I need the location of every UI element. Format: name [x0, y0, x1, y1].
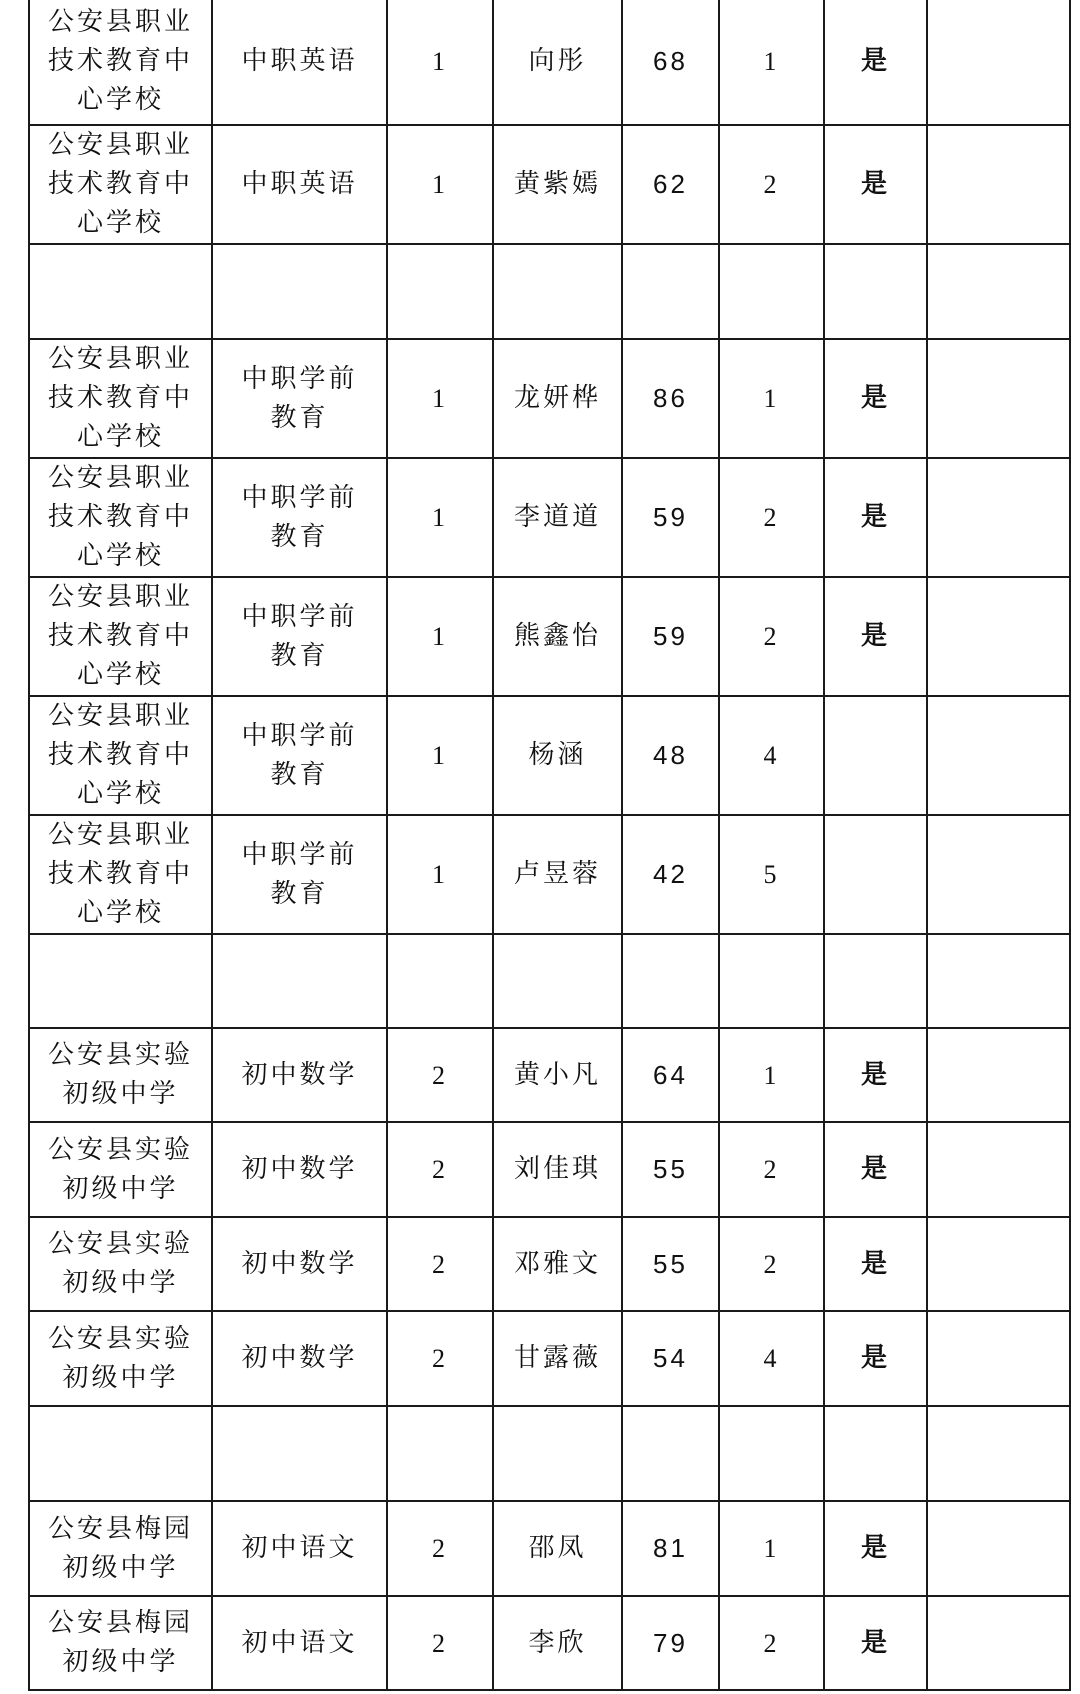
note-cell [927, 0, 1070, 125]
subject-text: 初中数学 [241, 1059, 358, 1090]
school-text: 公安县职业技术教育中心学校 [47, 463, 193, 571]
name-cell [493, 577, 622, 696]
rank-cell [719, 1122, 824, 1217]
quota-text: 1 [432, 170, 448, 199]
name-text: 杨涵 [528, 740, 587, 770]
school-cell [29, 125, 212, 244]
subject-cell [212, 1406, 387, 1501]
qualified-text: 是 [860, 1248, 890, 1279]
table-row [29, 125, 1070, 244]
score-cell [622, 1406, 719, 1501]
note-cell [927, 339, 1070, 458]
quota-cell [387, 1028, 493, 1122]
rank-cell [719, 1406, 824, 1501]
rank-text: 2 [763, 622, 780, 651]
name-cell [493, 696, 622, 815]
qualified-cell [824, 1311, 927, 1406]
quota-text: 2 [432, 1534, 448, 1563]
name-cell [493, 815, 622, 934]
school-text: 公安县实验初级中学 [47, 1229, 193, 1298]
subject-cell [212, 244, 387, 339]
qualified-cell [824, 934, 927, 1028]
subject-cell [212, 1028, 387, 1122]
name-text: 李欣 [528, 1627, 587, 1658]
school-cell [29, 577, 212, 696]
score-text: 62 [653, 169, 688, 199]
score-text: 55 [653, 1248, 688, 1279]
score-cell [622, 1217, 719, 1311]
quota-text: 2 [432, 1628, 448, 1658]
subject-cell [212, 1596, 387, 1690]
qualified-cell [824, 1501, 927, 1596]
rank-text: 4 [763, 1344, 780, 1373]
subject-text: 中职学前教育 [241, 482, 358, 552]
subject-cell [212, 1311, 387, 1406]
quota-text: 1 [432, 503, 448, 532]
quota-cell [387, 577, 493, 696]
name-cell [493, 1406, 622, 1501]
subject-cell [212, 1217, 387, 1311]
quota-cell [387, 125, 493, 244]
results-table [28, 0, 1071, 1691]
score-text: 86 [653, 383, 688, 413]
name-cell [493, 458, 622, 577]
subject-text: 中职学前教育 [241, 601, 358, 671]
note-cell [927, 244, 1070, 339]
table-row [29, 815, 1070, 934]
school-text: 公安县实验初级中学 [47, 1323, 193, 1393]
name-text: 卢昱蓉 [513, 859, 601, 889]
quota-cell [387, 458, 493, 577]
rank-text: 1 [763, 47, 780, 76]
qualified-cell [824, 125, 927, 244]
score-text: 42 [653, 859, 688, 889]
school-text: 公安县职业技术教育中心学校 [47, 701, 193, 809]
qualified-text: 是 [860, 46, 890, 76]
subject-cell [212, 1501, 387, 1596]
table-row [29, 1596, 1070, 1690]
name-text: 李道道 [513, 502, 601, 532]
rank-text: 2 [763, 1628, 780, 1658]
quota-cell [387, 1217, 493, 1311]
score-text: 59 [653, 502, 688, 532]
rank-text: 2 [763, 1249, 780, 1279]
score-cell [622, 1311, 719, 1406]
subject-text: 中职英语 [241, 169, 358, 199]
name-cell [493, 1217, 622, 1311]
subject-cell [212, 458, 387, 577]
rank-cell [719, 339, 824, 458]
rank-cell [719, 458, 824, 577]
score-text: 54 [653, 1343, 688, 1373]
blank-row [29, 244, 1070, 339]
qualified-cell [824, 1596, 927, 1690]
rank-cell [719, 1596, 824, 1690]
note-cell [927, 1406, 1070, 1501]
score-cell [622, 696, 719, 815]
rank-cell [719, 1028, 824, 1122]
qualified-text: 是 [860, 1154, 890, 1184]
note-cell [927, 1122, 1070, 1217]
score-cell [622, 244, 719, 339]
school-text: 公安县职业技术教育中心学校 [47, 820, 193, 928]
score-cell [622, 1501, 719, 1596]
name-text: 黄紫嫣 [513, 169, 601, 199]
quota-cell [387, 1311, 493, 1406]
name-text: 龙妍桦 [513, 383, 601, 413]
quota-cell [387, 1122, 493, 1217]
blank-row [29, 934, 1070, 1028]
school-text: 公安县梅园初级中学 [47, 1513, 193, 1583]
quota-cell [387, 696, 493, 815]
quota-cell [387, 1501, 493, 1596]
name-cell [493, 1311, 622, 1406]
school-text: 公安县职业技术教育中心学校 [47, 7, 193, 115]
note-cell [927, 1596, 1070, 1690]
rank-cell [719, 815, 824, 934]
rank-cell [719, 577, 824, 696]
quota-text: 1 [432, 384, 448, 413]
school-text: 公安县梅园初级中学 [47, 1608, 193, 1677]
quota-text: 2 [432, 1249, 448, 1279]
quota-cell [387, 815, 493, 934]
name-text: 甘露薇 [513, 1343, 601, 1373]
score-cell [622, 125, 719, 244]
table-row [29, 458, 1070, 577]
quota-cell [387, 0, 493, 125]
subject-cell [212, 339, 387, 458]
school-cell [29, 1406, 212, 1501]
quota-cell [387, 244, 493, 339]
score-cell [622, 1028, 719, 1122]
school-cell [29, 934, 212, 1028]
qualified-text: 是 [860, 1533, 890, 1563]
rank-cell [719, 244, 824, 339]
score-cell [622, 0, 719, 125]
school-text: 公安县职业技术教育中心学校 [47, 130, 193, 238]
qualified-text: 是 [860, 1627, 890, 1658]
score-text: 68 [653, 46, 688, 76]
note-cell [927, 577, 1070, 696]
rank-text: 2 [763, 170, 780, 199]
score-text: 79 [653, 1627, 688, 1658]
quota-cell [387, 1596, 493, 1690]
subject-text: 初中数学 [241, 1343, 358, 1373]
subject-text: 初中数学 [241, 1248, 358, 1279]
school-cell [29, 815, 212, 934]
score-text: 55 [653, 1154, 688, 1184]
name-text: 黄小凡 [513, 1059, 601, 1090]
qualified-text: 是 [860, 621, 890, 651]
rank-text: 1 [763, 384, 780, 413]
school-cell [29, 0, 212, 125]
subject-text: 中职学前教育 [241, 363, 358, 433]
score-cell [622, 1122, 719, 1217]
score-cell [622, 339, 719, 458]
score-text: 81 [653, 1533, 688, 1563]
qualified-cell [824, 1122, 927, 1217]
school-cell [29, 1596, 212, 1690]
qualified-cell [824, 1028, 927, 1122]
name-text: 向彤 [528, 46, 587, 76]
rank-text: 5 [763, 860, 780, 889]
name-cell [493, 1028, 622, 1122]
name-text: 刘佳琪 [513, 1154, 601, 1184]
qualified-text: 是 [860, 1059, 890, 1090]
school-cell [29, 1028, 212, 1122]
score-cell [622, 934, 719, 1028]
table-row [29, 339, 1070, 458]
school-cell [29, 244, 212, 339]
rank-cell [719, 696, 824, 815]
table-row [29, 0, 1070, 125]
note-cell [927, 458, 1070, 577]
score-cell [622, 1596, 719, 1690]
name-cell [493, 1122, 622, 1217]
qualified-cell [824, 1406, 927, 1501]
table-row [29, 1028, 1070, 1122]
note-cell [927, 125, 1070, 244]
rank-text: 1 [763, 1060, 780, 1090]
school-cell [29, 1311, 212, 1406]
school-text: 公安县职业技术教育中心学校 [47, 582, 193, 690]
rank-text: 4 [763, 741, 780, 770]
school-text: 公安县实验初级中学 [47, 1040, 193, 1109]
note-cell [927, 1311, 1070, 1406]
quota-text: 2 [432, 1344, 448, 1373]
name-cell [493, 934, 622, 1028]
subject-text: 初中语文 [241, 1627, 358, 1658]
rank-cell [719, 934, 824, 1028]
qualified-cell [824, 1217, 927, 1311]
note-cell [927, 815, 1070, 934]
quota-text: 1 [432, 622, 448, 651]
subject-cell [212, 577, 387, 696]
school-cell [29, 696, 212, 815]
quota-cell [387, 934, 493, 1028]
name-cell [493, 244, 622, 339]
school-cell [29, 458, 212, 577]
table-row [29, 1311, 1070, 1406]
rank-cell [719, 1501, 824, 1596]
quota-text: 2 [432, 1155, 448, 1184]
subject-cell [212, 696, 387, 815]
school-cell [29, 339, 212, 458]
note-cell [927, 696, 1070, 815]
rank-cell [719, 1311, 824, 1406]
score-text: 59 [653, 621, 688, 651]
qualified-text: 是 [860, 383, 890, 413]
subject-cell [212, 125, 387, 244]
subject-text: 中职英语 [241, 46, 358, 76]
name-text: 邓雅文 [513, 1248, 601, 1279]
rank-text: 2 [763, 1155, 780, 1184]
qualified-text: 是 [860, 502, 890, 532]
table-body [29, 0, 1070, 1690]
rank-cell [719, 1217, 824, 1311]
name-cell [493, 125, 622, 244]
school-text: 公安县职业技术教育中心学校 [47, 344, 193, 452]
qualified-cell [824, 815, 927, 934]
quota-cell [387, 339, 493, 458]
name-text: 邵凤 [528, 1533, 587, 1563]
qualified-cell [824, 339, 927, 458]
note-cell [927, 1217, 1070, 1311]
subject-cell [212, 0, 387, 125]
score-cell [622, 815, 719, 934]
note-cell [927, 934, 1070, 1028]
school-cell [29, 1217, 212, 1311]
table-row [29, 1217, 1070, 1311]
subject-cell [212, 815, 387, 934]
subject-text: 中职学前教育 [241, 720, 358, 790]
blank-row [29, 1406, 1070, 1501]
name-cell [493, 1501, 622, 1596]
score-cell [622, 458, 719, 577]
quota-text: 1 [432, 741, 448, 770]
subject-cell [212, 934, 387, 1028]
quota-text: 2 [432, 1060, 448, 1090]
name-text: 熊鑫怡 [513, 621, 601, 651]
table-row [29, 696, 1070, 815]
rank-cell [719, 125, 824, 244]
subject-text: 中职学前教育 [241, 839, 358, 909]
table-row [29, 1122, 1070, 1217]
qualified-cell [824, 244, 927, 339]
school-cell [29, 1501, 212, 1596]
school-text: 公安县实验初级中学 [47, 1134, 193, 1204]
table-row [29, 577, 1070, 696]
name-cell [493, 0, 622, 125]
rank-text: 2 [763, 503, 780, 532]
subject-cell [212, 1122, 387, 1217]
quota-text: 1 [432, 47, 448, 76]
qualified-cell [824, 696, 927, 815]
subject-text: 初中数学 [241, 1154, 358, 1184]
qualified-cell [824, 0, 927, 125]
score-cell [622, 577, 719, 696]
note-cell [927, 1501, 1070, 1596]
table-row [29, 1501, 1070, 1596]
note-cell [927, 1028, 1070, 1122]
qualified-text: 是 [860, 1343, 890, 1373]
score-text: 64 [653, 1059, 688, 1090]
qualified-cell [824, 577, 927, 696]
qualified-text: 是 [860, 169, 890, 199]
name-cell [493, 339, 622, 458]
qualified-cell [824, 458, 927, 577]
name-cell [493, 1596, 622, 1690]
quota-text: 1 [432, 860, 448, 889]
school-cell [29, 1122, 212, 1217]
quota-cell [387, 1406, 493, 1501]
rank-text: 1 [763, 1534, 780, 1563]
score-text: 48 [653, 740, 688, 770]
subject-text: 初中语文 [241, 1533, 358, 1563]
rank-cell [719, 0, 824, 125]
